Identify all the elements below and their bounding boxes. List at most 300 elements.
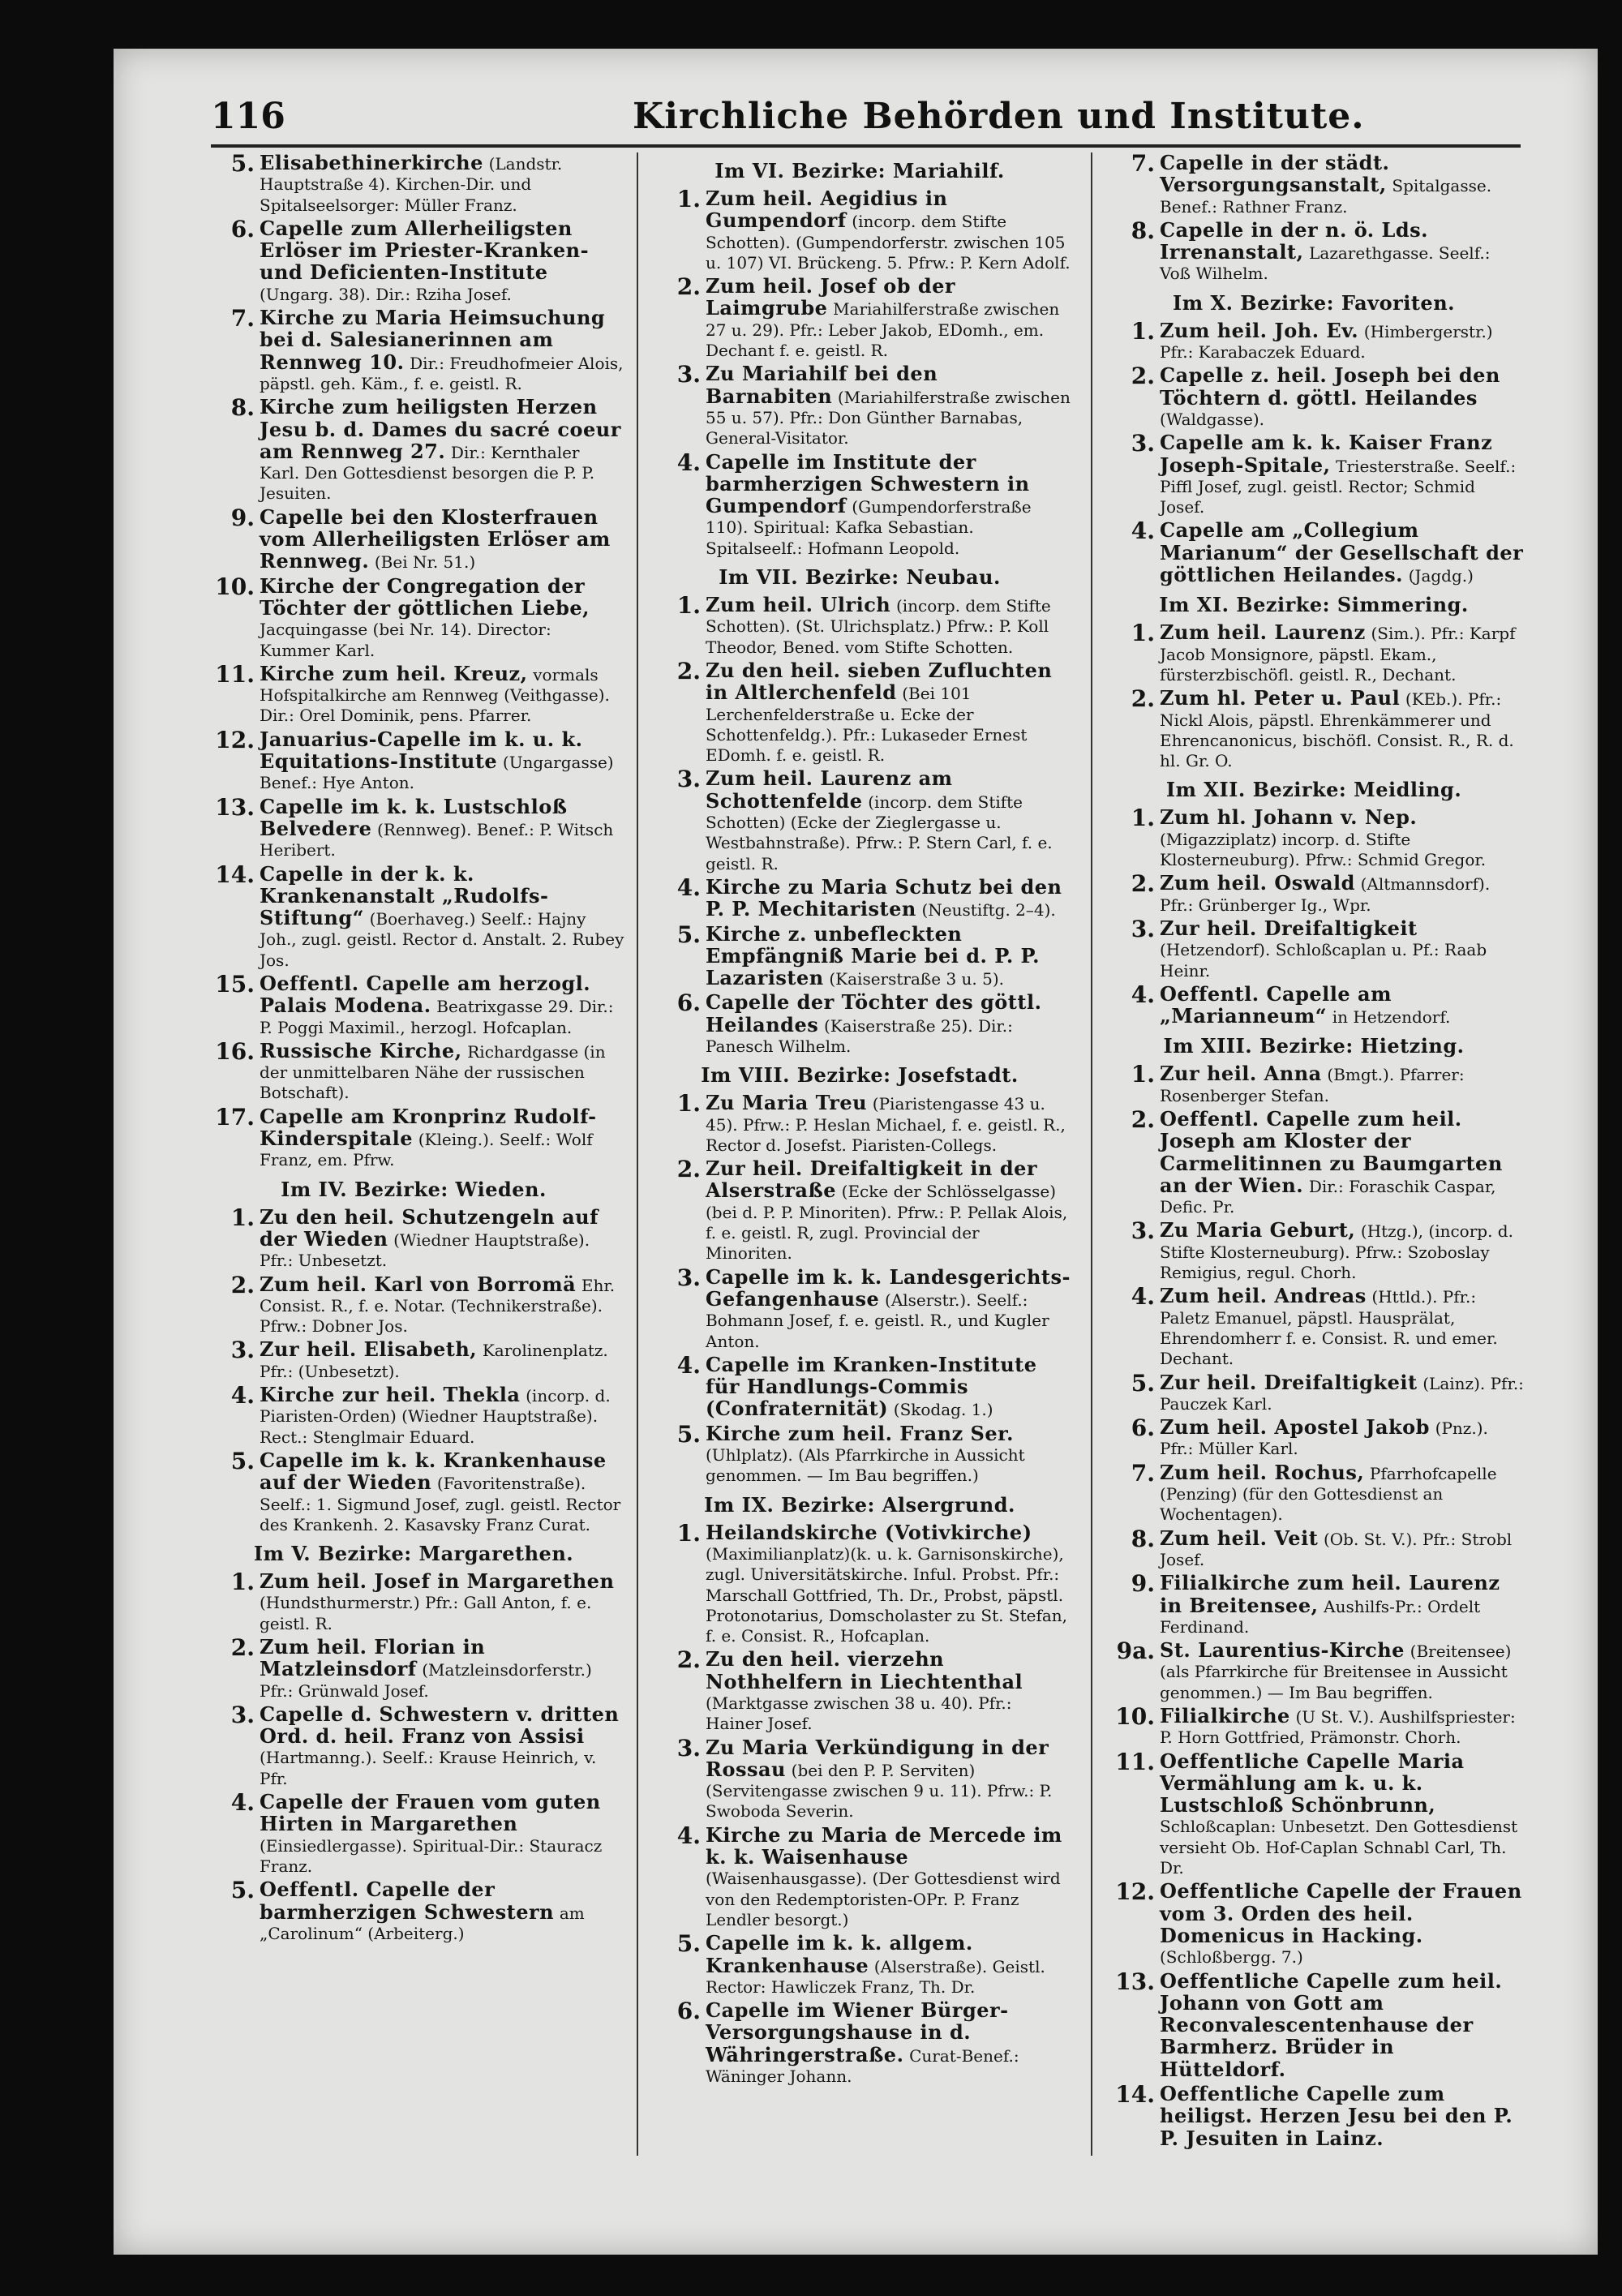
- entry-description: Karolinenplatz. Pfr.: (Unbesetzt).: [260, 1341, 608, 1381]
- district-heading: Im VI. Bezirke: Mariahilf.: [714, 159, 1005, 182]
- entry-title: Capelle in der k. k. Krankenanstalt „Rudolfs-Stiftung“: [260, 861, 549, 930]
- entry-title: Capelle am „Collegium Marianum“ der Gesellschaft der göttlichen Heilandes.: [1160, 518, 1524, 587]
- directory-entry: [649, 1519, 1071, 1647]
- directory-entry: [203, 215, 624, 305]
- entry-number: 5.: [676, 1420, 701, 1448]
- entry-number: 1.: [1131, 805, 1155, 832]
- entry-title: Capelle im k. k. Landesgerichts-Gefangenhause: [706, 1264, 1071, 1311]
- entry-number: 3.: [676, 766, 701, 793]
- district-heading: Im XII. Bezirke: Meidling.: [1165, 778, 1462, 802]
- directory-entry: [1103, 981, 1525, 1028]
- directory-entry: [1103, 1968, 1525, 2081]
- entry-description: Mariahilferstraße zwischen 27 u. 29). Pfr.: Leber Jakob, EDomh., em. Dechant f. e. geistl. R.: [706, 299, 1060, 361]
- entry-title: Capelle zum Allerheiligsten Erlöser im Priester-Kranken- und Deficienten-Institute: [260, 216, 590, 285]
- entry-description: (Rennweg). Benef.: P. Witsch Heribert.: [260, 819, 614, 860]
- directory-entry: [1103, 365, 1525, 430]
- entry-number: 7.: [230, 305, 255, 333]
- entry-title: Capelle am k. k. Kaiser Franz Joseph-Spitale,: [1160, 431, 1493, 477]
- entry-description: (Kaiserstraße 25). Dir.: Panesch Wilhelm.: [706, 1015, 1013, 1056]
- entry-title: Elisabethinerkirche: [260, 151, 483, 174]
- entry-title: Kirche zu Maria Schutz bei den P. P. Mechitaristen: [706, 874, 1062, 921]
- entry-description: (Lainz). Pfr.: Pauczek Karl.: [1160, 1373, 1524, 1414]
- entry-description: Ehr. Consist. R., f. e. Notar. (Technikerstraße). Pfrw.: Dobner Jos.: [260, 1275, 616, 1337]
- entry-number: 1.: [1131, 1061, 1155, 1088]
- directory-entry: [203, 1701, 624, 1789]
- entry-number: 2.: [676, 1156, 701, 1183]
- entry-description: in Hetzendorf.: [1332, 1007, 1451, 1028]
- entry-title: Kirche zu Maria de Mercede im k. k. Waisenhause: [706, 1822, 1062, 1869]
- entry-title: Capelle der Töchter des göttl. Heilandes: [706, 990, 1042, 1036]
- entry-group: [1103, 152, 1525, 285]
- entry-description: (Marktgasse zwischen 38 u. 40). Pfr.: Hainer Josef.: [706, 1693, 1012, 1734]
- entry-title: Oeffentliche Capelle Maria Vermählung am k. u. k. Lustschloß Schönbrunn,: [1160, 1749, 1465, 1817]
- entry-number: 1.: [1131, 620, 1155, 647]
- entry-description: (Bei Nr. 51.): [374, 552, 476, 573]
- entry-description: Schloßcaplan: Unbesetzt. Den Gottesdienst versieht Ob. Hof-Caplan Schnabl Carl, Th. Dr.: [1160, 1817, 1518, 1878]
- directory-entry: [203, 1634, 624, 1702]
- entry-group: [1103, 317, 1525, 587]
- entry-description: vormals Hofspitalkirche am Rennweg (Veithgasse). Dir.: Orel Dominik, pens. Pfarrer.: [260, 664, 610, 726]
- entry-number: 4.: [1131, 981, 1155, 1008]
- directory-entry: [203, 1339, 624, 1382]
- directory-entry: [203, 860, 624, 971]
- entry-title: Capelle d. Schwestern v. dritten Ord. d. heil. Franz von Assisi: [260, 1702, 620, 1749]
- entry-description: (Altmannsdorf). Pfr.: Grünberger Ig., Wpr.: [1160, 874, 1491, 915]
- entry-number: 11.: [1115, 1748, 1155, 1775]
- entry-number: 7.: [1131, 1459, 1155, 1487]
- entry-number: 4.: [230, 1382, 255, 1410]
- entry-description: (Sim.). Pfr.: Karpf Jacob Monsignore, päpstl. Ekam., fürsterzbischöfl. geistl. R., Dechant.: [1160, 624, 1516, 685]
- district-heading: Im IV. Bezirke: Wieden.: [281, 1177, 547, 1201]
- entry-number: 9a.: [1116, 1637, 1155, 1665]
- directory-entry: [1103, 217, 1525, 285]
- directory-entry: [649, 1351, 1071, 1421]
- entry-description: (Landstr. Hauptstraße 4). Kirchen-Dir. und Spitalseelsorger: Müller Franz.: [260, 154, 563, 215]
- entry-description: (Mariahilferstraße zwischen 55 u. 57). Pfr.: Don Günther Barnabas, General-Visitator.: [706, 387, 1071, 448]
- entry-title: Zum heil. Karl von Borromä: [260, 1272, 577, 1296]
- entry-title: Kirche der Congregation der Töchter der göttlichen Liebe,: [260, 573, 590, 620]
- directory-entry: [649, 989, 1071, 1057]
- directory-entry: [1103, 1878, 1525, 1968]
- entry-number: 2.: [1131, 685, 1155, 713]
- directory-entry: [649, 448, 1071, 559]
- entry-number: 6.: [676, 1998, 701, 2025]
- entry-title: Zum heil. Andreas: [1160, 1284, 1367, 1308]
- entry-title: Zum hl. Peter u. Paul: [1160, 686, 1401, 710]
- directory-entry: [649, 363, 1071, 448]
- entry-description: (Matzleinsdorferstr.) Pfr.: Grünwald Josef.: [260, 1660, 592, 1701]
- entry-number: 5.: [230, 1877, 255, 1904]
- book-page: [114, 49, 1598, 2255]
- directory-entry: [1103, 1637, 1525, 1703]
- entry-title: Capelle am Kronprinz Rudolf-Kinderspitale: [260, 1104, 597, 1151]
- entry-number: 2.: [676, 273, 701, 301]
- entry-number: 1.: [676, 592, 701, 620]
- entry-description: (Kleing.). Seelf.: Wolf Franz, em. Pfrw.: [260, 1130, 593, 1170]
- entry-description: (Ob. St. V.). Pfr.: Strobl Josef.: [1160, 1529, 1513, 1569]
- entry-title: Capelle im k. k. Krankenhause auf der Wieden: [260, 1448, 607, 1495]
- entry-title: St. Laurentius-Kirche: [1160, 1638, 1405, 1663]
- district-heading: Im X. Bezirke: Favoriten.: [1172, 290, 1456, 315]
- entry-title: Zum hl. Johann v. Nep.: [1160, 805, 1418, 830]
- entry-description: (Gumpendorferstraße 110). Spiritual: Kafka Sebastian. Spitalseelf.: Hofmann Leopold.: [706, 497, 1032, 558]
- entry-number: 8.: [230, 394, 255, 422]
- entry-title: Zum heil. Oswald: [1160, 871, 1355, 895]
- district-heading: Im XI. Bezirke: Simmering.: [1159, 593, 1469, 617]
- directory-entry: [203, 1447, 624, 1535]
- entry-number: 13.: [215, 793, 255, 821]
- entry-number: 14.: [215, 860, 255, 888]
- directory-entry: [1103, 622, 1525, 685]
- entry-group: [203, 1571, 624, 1944]
- entry-number: 3.: [1131, 1217, 1155, 1245]
- entry-number: 10.: [1115, 1703, 1155, 1730]
- entry-title: Oeffentl. Capelle am herzogl. Palais Modena.: [260, 971, 591, 1018]
- column-middle: [649, 152, 1071, 2238]
- directory-entry: [203, 152, 624, 216]
- directory-entry: [203, 1571, 624, 1634]
- entry-description: Jacquingasse (bei Nr. 14). Director: Kummer Karl.: [260, 620, 551, 660]
- entry-number: 4.: [676, 873, 701, 901]
- entry-title: Zum heil. Rochus,: [1160, 1460, 1365, 1484]
- entry-description: Spitalgasse. Benef.: Rathner Franz.: [1160, 176, 1492, 217]
- entry-description: Richardgasse (in der unmittelbaren Nähe der russischen Botschaft).: [260, 1041, 606, 1103]
- entry-title: Zu Maria Verkündigung in der Rossau: [706, 1735, 1049, 1781]
- entry-title: Heilandskirche (Votivkirche): [706, 1520, 1032, 1544]
- directory-entry: [203, 660, 624, 727]
- entry-number: 10.: [215, 573, 255, 600]
- entry-description: Triesterstraße. Seelf.: Piffl Josef, zugl. geistl. Rector; Schmid Josef.: [1160, 456, 1517, 517]
- entry-number: 2.: [676, 1646, 701, 1674]
- entry-group: [649, 188, 1071, 559]
- entry-title: Zur heil. Dreifaltigkeit in der Alserstraße: [706, 1157, 1038, 1203]
- column-right: [1103, 152, 1525, 2238]
- entry-title: Zu Maria Geburt,: [1160, 1218, 1356, 1242]
- entry-description: Dir.: Foraschik Caspar, Defic. Pr.: [1160, 1176, 1496, 1217]
- entry-number: 3.: [676, 1264, 701, 1291]
- entry-title: Zur heil. Dreifaltigkeit: [1160, 1370, 1418, 1394]
- entry-title: Capelle der Frauen vom guten Hirten in Margarethen: [260, 1790, 601, 1836]
- directory-entry: [203, 573, 624, 661]
- directory-entry: [649, 657, 1071, 766]
- directory-entry: [649, 594, 1071, 658]
- directory-entry: [649, 188, 1071, 273]
- entry-title: Zur heil. Dreifaltigkeit: [1160, 916, 1418, 940]
- entry-title: Zur heil. Elisabeth,: [260, 1337, 478, 1362]
- entry-number: 5.: [1131, 1369, 1155, 1397]
- entry-description: (Himbergerstr.) Pfr.: Karabaczek Eduard.: [1160, 321, 1493, 363]
- entry-number: 2.: [230, 1634, 255, 1661]
- entry-group: [203, 1204, 624, 1535]
- district-heading: Im IX. Bezirke: Alsergrund.: [704, 1492, 1015, 1517]
- entry-number: 2.: [1131, 363, 1155, 390]
- entry-number: 14.: [1115, 2081, 1155, 2109]
- directory-entry: [649, 873, 1071, 921]
- header-rule: [211, 144, 1521, 148]
- entry-number: 1.: [230, 1204, 255, 1231]
- entry-number: 2.: [676, 657, 701, 685]
- entry-description: Dir.: Kernthaler Karl. Den Gottesdienst besorgen die P. P. Jesuiten.: [260, 442, 595, 504]
- entry-description: Curat-Benef.: Wäninger Johann.: [706, 2045, 1019, 2087]
- directory-entry: [203, 1271, 624, 1337]
- entry-description: (Alserstraße). Geistl. Rector: Hawliczek Franz, Th. Dr.: [706, 1956, 1045, 1997]
- directory-entry: [1103, 1063, 1525, 1106]
- entry-title: Zu den heil. Schutzengeln auf der Wieden: [260, 1204, 599, 1251]
- directory-entry: [203, 1879, 624, 1944]
- entry-title: Capelle im Kranken-Institute für Handlungs-Commis (Confraternität): [706, 1352, 1037, 1421]
- entry-title: Zum heil. Josef in Margarethen: [260, 1569, 615, 1594]
- district-heading: Im VIII. Bezirke: Josefstadt.: [701, 1063, 1019, 1088]
- directory-entry: [203, 1789, 624, 1877]
- column-divider: [637, 152, 638, 2156]
- entry-description: (Waisenhausgasse). (Der Gottesdienst wird von den Redemptoristen-OPr. P. Franz Lendler besorgt.): [706, 1869, 1061, 1929]
- entry-description: (incorp. dem Stifte Schotten). (St. Ulrichsplatz.) Pfrw.: P. Koll Theodor, Bened. vom Stifte Schotten.: [706, 596, 1051, 657]
- entry-description: Lazarethgasse. Seelf.: Voß Wilhelm.: [1160, 243, 1491, 284]
- directory-entry: [1103, 152, 1525, 217]
- directory-entry: [203, 1037, 624, 1104]
- entry-title: Kirche zur heil. Thekla: [260, 1383, 521, 1407]
- entry-number: 3.: [676, 361, 701, 388]
- entry-title: Kirche zum heiligsten Herzen Jesu b. d. Dames du sacré coeur am Rennweg 27.: [260, 395, 621, 463]
- entry-description: (incorp. dem Stifte Schotten) (Ecke der Zieglergasse u. Westbahnstraße). Pfrw.: P. Stern Carl, f. e. geistl. R.: [706, 792, 1053, 873]
- entry-number: 1.: [230, 1569, 255, 1596]
- entry-number: 8.: [1131, 1525, 1155, 1552]
- entry-description: (Maximilianplatz)(k. u. k. Garnisonskirche), zugl. Universitätskirche. Inful. Probst. Pfr.: Marschall Gottfried, Th. Dr., Probst, päpstl. Protonotarius, Domscholaster zu St. Stefan, f. e. Consist. R., Hofcaplan.: [706, 1543, 1068, 1646]
- entry-number: 8.: [1131, 217, 1155, 244]
- entry-description: (Boerhaveg.) Seelf.: Hajny Joh., zugl. geistl. Rector d. Anstalt. 2. Rubey Jos.: [260, 909, 624, 970]
- entry-title: Oeffentl. Capelle der barmherzigen Schwestern: [260, 1878, 555, 1924]
- entry-number: 2.: [230, 1271, 255, 1298]
- entry-number: 7.: [1131, 150, 1155, 177]
- entry-description: (Jagdg.): [1408, 566, 1474, 586]
- directory-entry: [649, 1264, 1071, 1352]
- directory-entry: [203, 504, 624, 573]
- entry-title: Zum heil. Josef ob der Laimgrube: [706, 274, 956, 320]
- directory-entry: [203, 793, 624, 861]
- entry-number: 2.: [1131, 870, 1155, 898]
- entry-title: Zu den heil. sieben Zufluchten in Altlerchenfeld: [706, 658, 1053, 705]
- entry-number: 1.: [676, 186, 701, 212]
- directory-entry: [203, 1103, 624, 1171]
- entry-title: Zum heil. Aegidius in Gumpendorf: [706, 187, 948, 233]
- district-heading: Im V. Bezirke: Margarethen.: [253, 1542, 574, 1566]
- entry-description: (Favoritenstraße). Seelf.: 1. Sigmund Josef, zugl. geistl. Rector des Krankenh. 2. Kasavsky Franz Curat.: [260, 1474, 621, 1534]
- entry-description: (Kaiserstraße 3 u. 5).: [829, 969, 1004, 989]
- entry-description: (Hundsthurmerstr.) Pfr.: Gall Anton, f. e. geistl. R.: [260, 1593, 592, 1633]
- entry-description: (Httld.). Pfr.: Paletz Emanuel, päpstl. Hausprälat, Ehrendomherr f. e. Consist. R. und emer. Dechant.: [1160, 1287, 1498, 1369]
- directory-entry: [649, 1420, 1071, 1487]
- entry-description: (Bmgt.). Pfarrer: Rosenberger Stefan.: [1160, 1065, 1465, 1105]
- entry-title: Oeffentliche Capelle der Frauen vom 3. Orden des heil. Domenicus in Hacking.: [1160, 1879, 1522, 1947]
- entry-number: 6.: [230, 215, 255, 242]
- entry-description: (Migazziplatz) incorp. d. Stifte Klosterneuburg). Pfrw.: Schmid Gregor.: [1160, 829, 1487, 870]
- entry-description: (Breitensee) (als Pfarrkirche für Breitensee in Aussicht genommen.) — Im Bau begriffen.: [1160, 1642, 1512, 1702]
- directory-entry: [1103, 915, 1525, 981]
- entry-description: (Ecke der Schlösselgasse) (bei d. P. P. Minoriten). Pfrw.: P. Pellak Alois, f. e. geistl. R, zugl. Provincial der Minoriten.: [706, 1182, 1068, 1264]
- directory-entry: [649, 1822, 1071, 1930]
- entry-group: [203, 152, 624, 1171]
- district-heading: Im VII. Bezirke: Neubau.: [719, 565, 1001, 590]
- directory-entry: [649, 768, 1071, 873]
- directory-entry: [1103, 1459, 1525, 1526]
- entry-number: 15.: [215, 970, 255, 998]
- column-left: [203, 152, 624, 2238]
- directory-entry: [1103, 317, 1525, 363]
- entry-number: 5.: [676, 921, 701, 948]
- entry-number: 3.: [1131, 430, 1155, 457]
- directory-entry: [1103, 1285, 1525, 1369]
- directory-entry: [649, 1158, 1071, 1264]
- entry-description: (Htzg.), (incorp. d. Stifte Klosterneuburg). Pfrw.: Szoboslay Remigius, regul. Chorh.: [1160, 1221, 1513, 1283]
- entry-title: Oeffentl. Capelle zum heil. Joseph am Kloster der Carmelitinnen zu Baumgarten an der Wien.: [1160, 1106, 1503, 1197]
- directory-entry: [1103, 517, 1525, 587]
- entry-description: (U St. V.). Aushilfspriester: P. Horn Gottfried, Prämonstr. Chorh.: [1160, 1707, 1516, 1748]
- entry-description: (incorp. d. Piaristen-Orden) (Wiedner Hauptstraße). Rect.: Stenglmair Eduard.: [260, 1386, 611, 1447]
- entry-description: Dir.: Freudhofmeier Alois, päpstl. geh. Käm., f. e. geistl. R.: [260, 353, 624, 393]
- entry-title: Russische Kirche,: [260, 1038, 462, 1062]
- entry-number: 4.: [676, 1822, 701, 1849]
- entry-title: Oeffentl. Capelle am „Marianneum“: [1160, 981, 1392, 1028]
- entry-number: 16.: [215, 1037, 255, 1065]
- directory-entry: [1103, 1369, 1525, 1415]
- entry-number: 17.: [215, 1103, 255, 1131]
- directory-entry: [1103, 685, 1525, 771]
- entry-number: 3.: [230, 1337, 255, 1364]
- entry-number: 5.: [676, 1930, 701, 1958]
- entry-title: Filialkirche zum heil. Laurenz in Breitensee,: [1160, 1571, 1500, 1617]
- entry-group: [1103, 622, 1525, 771]
- directory-entry: [1103, 1570, 1525, 1637]
- entry-description: (Hartmanng.). Seelf.: Krause Heinrich, v. Pfr.: [260, 1748, 597, 1788]
- directory-entry: [1103, 807, 1525, 870]
- entry-description: (incorp. dem Stifte Schotten). (Gumpendorferstr. zwischen 105 u. 107) VI. Brückeng. 5. Pfrw.: P. Kern Adolf.: [706, 212, 1071, 273]
- directory-entry: [203, 307, 624, 394]
- entry-title: Oeffentliche Capelle zum heiligst. Herzen Jesu bei den P. P. Jesuiten in Lainz.: [1160, 2082, 1513, 2150]
- entry-title: Kirche zum heil. Kreuz,: [260, 661, 528, 685]
- entry-number: 3.: [676, 1734, 701, 1762]
- directory-entry: [649, 2000, 1071, 2087]
- entry-title: Zu Mariahilf bei den Barnabiten: [706, 362, 938, 408]
- entry-number: 5.: [230, 150, 255, 177]
- directory-entry: [1103, 2081, 1525, 2150]
- entry-title: Filialkirche: [1160, 1704, 1290, 1727]
- entry-group: [649, 594, 1071, 1057]
- entry-title: Capelle im k. k. Lustschloß Belvedere: [260, 794, 568, 840]
- entry-description: (Piaristengasse 43 u. 45). Pfrw.: P. Heslan Michael, f. e. geistl. R., Rector d. Josefst. Piaristen-Collegs.: [706, 1094, 1066, 1155]
- entry-title: Capelle in der städt. Versorgungsanstalt,: [1160, 151, 1390, 197]
- entry-number: 4.: [1131, 1283, 1155, 1311]
- entry-title: Zu den heil. vierzehn Nothhelfern in Liechtenthal: [706, 1647, 1023, 1693]
- entry-number: 4.: [676, 1351, 701, 1379]
- entry-description: (Ungargasse) Benef.: Hye Anton.: [260, 753, 614, 793]
- directory-entry: [649, 921, 1071, 990]
- entry-description: (Pnz.). Pfr.: Müller Karl.: [1160, 1418, 1488, 1459]
- entry-description: am „Carolinum“ (Arbeiterg.): [260, 1903, 585, 1943]
- directory-entry: [203, 970, 624, 1038]
- directory-entry: [1103, 1414, 1525, 1460]
- entry-number: 12.: [215, 726, 255, 753]
- directory-entry: [649, 1930, 1071, 1998]
- directory-entry: [1103, 1105, 1525, 1217]
- directory-entry: [203, 1384, 624, 1448]
- entry-title: Zum heil. Apostel Jakob: [1160, 1415, 1430, 1440]
- entry-number: 3.: [1131, 915, 1155, 942]
- running-head: Kirchliche Behörden und Institute.: [633, 96, 1365, 137]
- entry-title: Zum heil. Veit: [1160, 1526, 1319, 1550]
- directory-entry: [1103, 1748, 1525, 1879]
- entry-title: Zum heil. Laurenz: [1160, 620, 1366, 645]
- entry-description: (Uhlplatz). (Als Pfarrkirche in Aussicht genommen. — Im Bau begriffen.): [706, 1445, 1025, 1486]
- directory-entry: [649, 1734, 1071, 1822]
- entry-title: Januarius-Capelle im k. u. k. Equitations-Institute: [260, 727, 583, 774]
- entry-group: [1103, 807, 1525, 1028]
- entry-title: Capelle z. heil. Joseph bei den Töchtern d. göttl. Heilandes: [1160, 363, 1500, 410]
- entry-description: (Skodag. 1.): [893, 1400, 993, 1420]
- entry-title: Zum heil. Laurenz am Schottenfelde: [706, 766, 953, 813]
- entry-description: (Neustiftg. 2–4).: [921, 900, 1056, 921]
- entry-number: 13.: [1115, 1968, 1155, 1995]
- entry-description: (Alserstr.). Seelf.: Bohmann Josef, f. e. geistl. R., und Kugler Anton.: [706, 1290, 1049, 1351]
- directory-entry: [1103, 1217, 1525, 1283]
- district-heading: Im XIII. Bezirke: Hietzing.: [1163, 1034, 1465, 1058]
- entry-description: (Waldgasse).: [1160, 409, 1264, 429]
- entry-number: 1.: [1131, 317, 1155, 345]
- entry-group: [649, 1092, 1071, 1486]
- entry-description: Beatrixgasse 29. Dir.: P. Poggi Maximil., herzogl. Hofcaplan.: [260, 997, 614, 1037]
- page-number: 116: [211, 96, 285, 137]
- entry-title: Zur heil. Anna: [1160, 1062, 1322, 1086]
- entry-title: Capelle bei den Klosterfrauen vom Allerheiligsten Erlöser am Rennweg.: [260, 504, 611, 573]
- entry-title: Capelle im Wiener Bürger-Versorgungshause in d. Währingerstraße.: [706, 1998, 1009, 2066]
- directory-entry: [649, 1646, 1071, 1734]
- entry-description: Aushilfs-Pr.: Ordelt Ferdinand.: [1160, 1596, 1481, 1637]
- column-divider: [1091, 152, 1092, 2156]
- entry-title: Kirche zum heil. Franz Ser.: [706, 1421, 1014, 1445]
- entry-description: (KEb.). Pfr.: Nickl Alois, päpstl. Ehrenkämmerer und Ehrencanonicus, bischöfl. Consist. R., R. d. hl. Gr. O.: [1160, 689, 1514, 771]
- directory-entry: [203, 394, 624, 504]
- entry-title: Oeffentliche Capelle zum heil. Johann von Gott am Reconvalescentenhause der Barmherz. Brüder in Hütteldorf.: [1160, 1968, 1503, 2081]
- entry-number: 4.: [230, 1789, 255, 1817]
- entry-number: 1.: [676, 1519, 701, 1547]
- directory-entry: [1103, 870, 1525, 916]
- entry-description: (Ungarg. 38). Dir.: Rziha Josef.: [260, 284, 512, 304]
- entry-title: Zum heil. Florian in Matzleinsdorf: [260, 1635, 486, 1681]
- entry-group: [649, 1519, 1071, 2088]
- entry-number: 9.: [1131, 1570, 1155, 1598]
- entry-title: Capelle im k. k. allgem. Krankenhause: [706, 1931, 973, 1977]
- entry-description: (Bei 101 Lerchenfelderstraße u. Ecke der Schottenfeldg.). Pfr.: Lukaseder Ernest EDomh. f. e. geistl. R.: [706, 684, 1028, 766]
- entry-description: (Hetzendorf). Schloßcaplan u. Pf.: Raab Heinr.: [1160, 940, 1487, 981]
- entry-title: Kirche zu Maria Heimsuchung bei d. Salesianerinnen am Rennweg 10.: [260, 306, 606, 374]
- entry-number: 6.: [676, 989, 701, 1017]
- entry-number: 1.: [676, 1090, 701, 1118]
- entry-description: (Wiedner Hauptstraße). Pfr.: Unbesetzt.: [260, 1230, 590, 1271]
- entry-title: Zum heil. Joh. Ev.: [1160, 318, 1359, 342]
- entry-title: Zu Maria Treu: [706, 1091, 868, 1115]
- directory-entry: [1103, 1525, 1525, 1571]
- entry-title: Capelle in der n. ö. Lds. Irrenanstalt,: [1160, 217, 1429, 264]
- directory-entry: [649, 1092, 1071, 1156]
- directory-entry: [1103, 432, 1525, 517]
- entry-number: 4.: [1131, 517, 1155, 545]
- entry-group: [1103, 1063, 1525, 2150]
- directory-entry: [1103, 1703, 1525, 1749]
- entry-title: Zum heil. Ulrich: [706, 593, 891, 617]
- entry-number: 2.: [1131, 1105, 1155, 1133]
- entry-description: (Schloßbergg. 7.): [1160, 1947, 1303, 1968]
- entry-number: 6.: [1131, 1414, 1155, 1442]
- entry-title: Capelle im Institute der barmherzigen Schwestern in Gumpendorf: [706, 449, 1030, 518]
